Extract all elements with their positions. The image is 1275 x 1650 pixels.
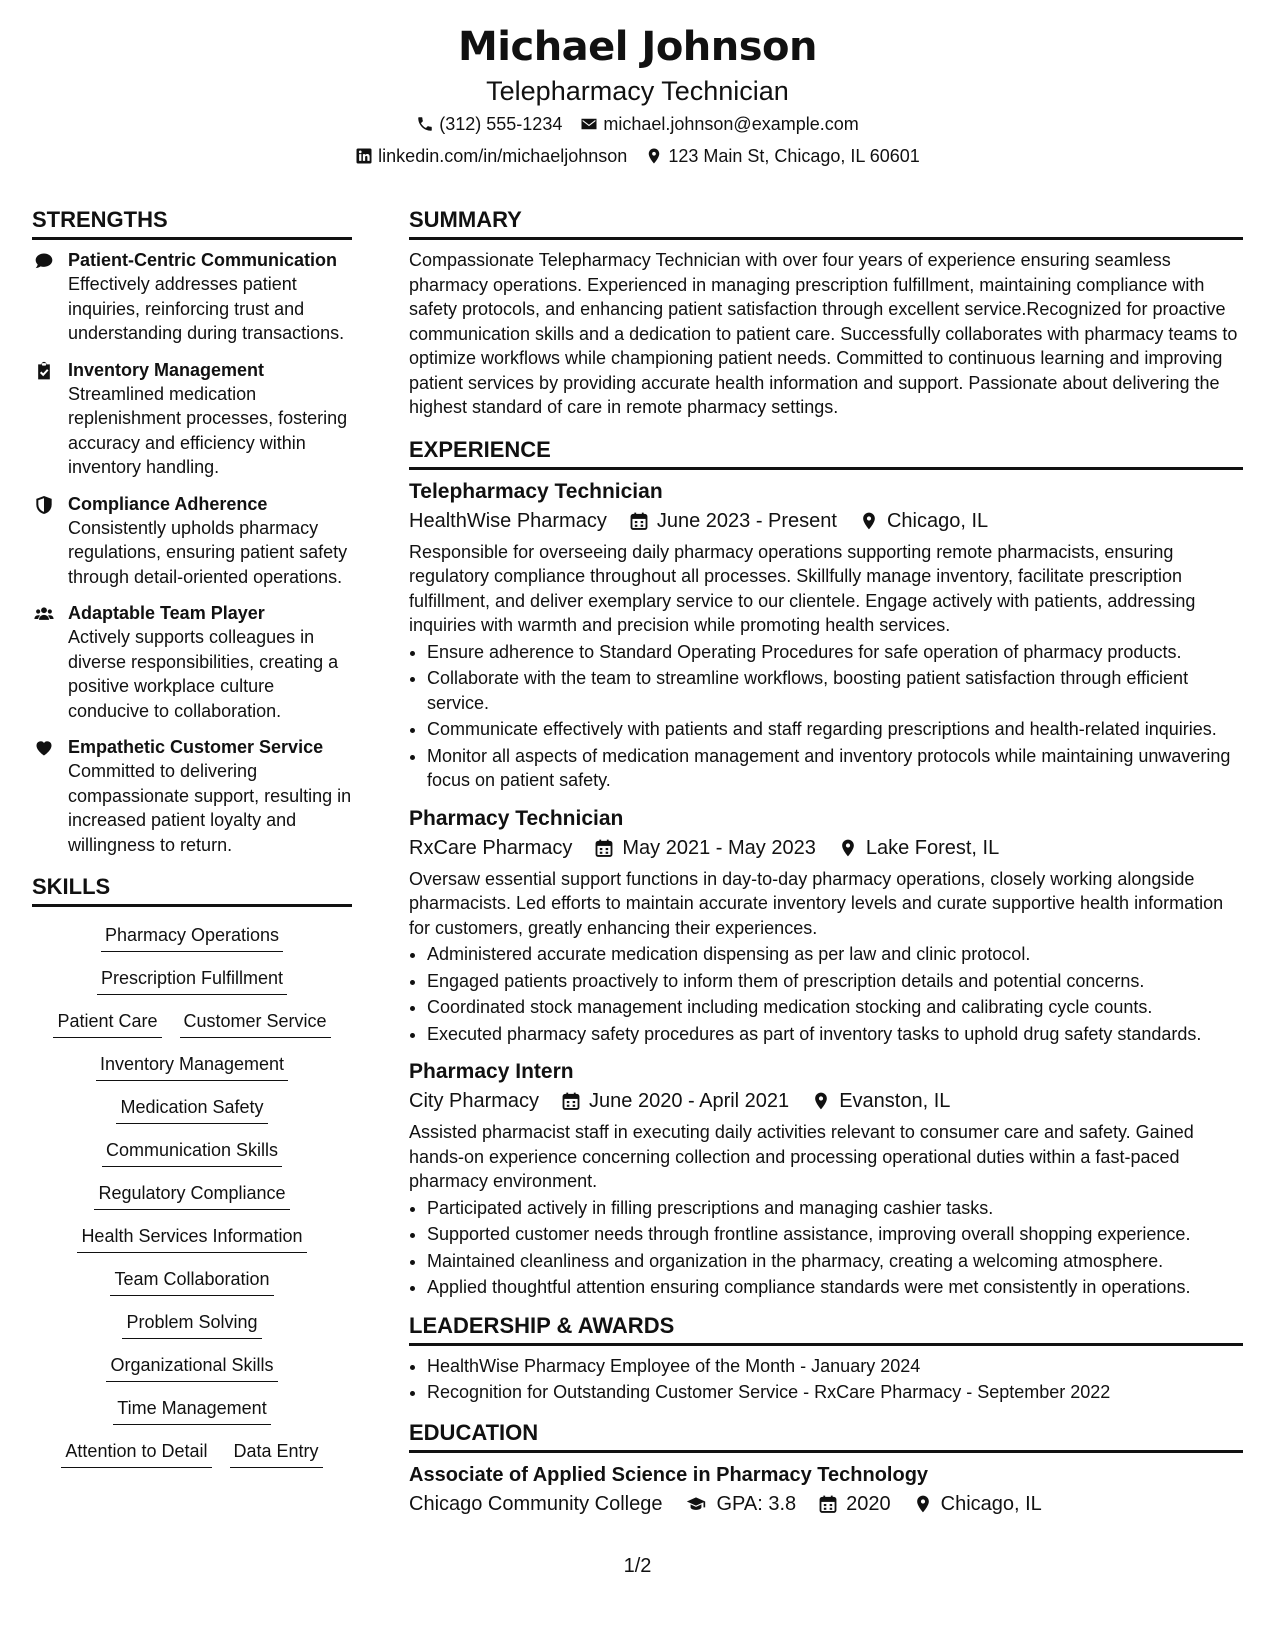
shield-icon [32,492,56,590]
job-meta [409,1086,1243,1116]
contact-row-1 [0,108,1275,140]
map-marker-icon [838,838,858,858]
strength-title: Adaptable Team Player [68,603,265,623]
map-marker-icon [913,1494,933,1514]
strength-desc: Actively supports colleagues in diverse responsibilities, creating a positive workplace culture conducive to collaboration. [68,627,339,721]
linkedin-text[interactable]: linkedin.com/in/michaeljohnson [378,146,628,166]
job-description: Oversaw essential support functions in day-to-day pharmacy operations, closely working alongside pharmacists. Led efforts to maintain accurate inventory levels and curate supportive health information for customers, greatly enhancing their experiences. [409,868,1224,938]
strength-item [32,358,352,480]
skill-tag: Time Management [113,1396,270,1425]
job-company: HealthWise Pharmacy [409,509,607,532]
envelope-icon [580,115,598,133]
job-company: City Pharmacy [409,1090,540,1112]
job-description: Responsible for overseeing daily pharmacy operations supporting remote pharmacists, ensuring regulatory compliance throughout all processes. Skillfully manage inventory, facilitate prescription fulfillment, and deliver exemplary service to our clientele. Engage actively with patients, addressing inquiries with warmth and precision while promoting health services. [409,541,1196,635]
list-item: • HealthWise Pharmacy Employee of the Month - January 2024 [427,1354,1243,1379]
strength-item [32,601,352,723]
strength-item [32,492,352,590]
list-item: • Executed pharmacy safety procedures as part of inventory tasks to uphold drug safety standards. [427,1022,1243,1047]
skill-tag: Organizational Skills [106,1353,277,1382]
list-item: • Applied thoughtful attention ensuring compliance standards were met consistently in operations. [427,1275,1243,1300]
education-year: 2020 [846,1492,891,1515]
education-school: Chicago Community College [409,1492,663,1515]
strength-item [32,248,352,346]
graduation-cap-icon [684,1494,708,1514]
job-bullets [409,640,1243,793]
address-contact [645,140,920,172]
strength-desc: Committed to delivering compassionate support, resulting in increased patient loyalty and willingness to return. [68,761,352,855]
skill-tag: Health Services Information [77,1224,306,1253]
job-bullets [409,942,1243,1046]
job-meta [409,506,1243,536]
education-gpa: GPA: 3.8 [716,1492,797,1515]
education-meta [409,1489,1243,1519]
list-item: • Recognition for Outstanding Customer Service - RxCare Pharmacy - September 2022 [427,1380,1243,1405]
phone-text: (312) 555-1234 [439,114,563,134]
calendar-icon [594,838,614,858]
job-dates: June 2023 - Present [656,509,837,532]
skill-tag: Attention to Detail [61,1439,211,1468]
strength-title: Compliance Adherence [68,493,268,514]
list-item: • Coordinated stock management including medication stocking and calibrating cycle counts. [427,995,1243,1020]
list-item: • Communicate effectively with patients and staff regarding prescriptions and health-related inquiries. [427,717,1243,742]
experience-heading: EXPERIENCE [409,436,1243,470]
phone-icon [416,115,434,133]
strength-title: Empathetic Customer Service [68,737,324,757]
education-degree: Associate of Applied Science in Pharmacy Technology [409,1463,929,1486]
contact-row-2 [0,140,1275,172]
page-number: 1/2 [623,1555,652,1577]
strength-desc: Effectively addresses patient inquiries, reinforcing trust and understanding during transactions. [68,274,345,343]
email-text[interactable]: michael.johnson@example.com [603,114,859,134]
skill-tag: Inventory Management [96,1052,288,1081]
heart-icon [32,735,56,857]
list-item: • Supported customer needs through frontline assistance, improving overall shopping experience. [427,1222,1243,1247]
strength-title: Inventory Management [68,359,265,380]
job-bullets [409,1196,1243,1300]
calendar-icon [561,1091,581,1111]
calendar-icon [629,511,649,531]
left-column [32,206,352,1468]
candidate-title: Telepharmacy Technician [486,76,789,106]
leadership-heading: LEADERSHIP & AWARDS [409,1312,1243,1346]
skills-list [32,915,352,1468]
job-description: Assisted pharmacist staff in executing daily activities relevant to consumer care and safety. Gained hands-on experience concerning collection and processing operational duties within a fast-paced pharmacy environment. [409,1122,1194,1191]
candidate-name: Michael Johnson [457,24,818,70]
strength-desc: Consistently upholds pharmacy regulations, ensuring patient safety through detail-oriented operations. [68,517,348,587]
job-location: Evanston, IL [839,1090,951,1112]
job-meta [409,833,1243,863]
skills-heading: SKILLS [32,873,352,907]
skill-tag: Regulatory Compliance [94,1181,289,1210]
strength-desc: Streamlined medication replenishment processes, fostering accuracy and efficiency within inventory handling. [68,383,348,477]
list-item: • Participated actively in filling prescriptions and managing cashier tasks. [427,1196,1243,1221]
skill-tag: Pharmacy Operations [101,923,283,952]
linkedin-icon [355,147,373,165]
job-location: Lake Forest, IL [865,836,1000,859]
job-entry [409,1058,1243,1300]
address-text: 123 Main St, Chicago, IL 60601 [668,146,920,166]
job-title: Pharmacy Technician [409,806,624,830]
map-marker-icon [645,147,663,165]
skill-tag: Communication Skills [102,1138,282,1167]
resume-header [0,0,1275,172]
job-entry [409,805,1243,1047]
skill-tag: Prescription Fulfillment [97,966,287,995]
skill-tag: Team Collaboration [110,1267,273,1296]
email-contact[interactable] [580,108,858,140]
job-entry [409,478,1243,793]
summary-text: Compassionate Telepharmacy Technician with over four years of experience ensuring seamless pharmacy operations. Experienced in managing prescription fulfillment, maintaining compliance with safety protocols, and enhancing patient satisfaction through excellent service.Recognized for proactive communication skills and a dedication to patient care. Successfully collaborates with pharmacy teams to optimize workflows while championing patient needs. Committed to continuous learning and improving patient services by providing accurate health information and support. Passionate about delivering the highest standard of care in remote pharmacy settings. [409,250,1238,417]
skill-tag: Customer Service [180,1009,331,1038]
education-location: Chicago, IL [940,1492,1042,1515]
skill-tag: Patient Care [53,1009,161,1038]
job-dates: June 2020 - April 2021 [589,1090,790,1112]
linkedin-contact[interactable] [355,140,627,172]
calendar-icon [818,1494,838,1514]
strengths-heading: STRENGTHS [32,206,352,240]
leadership-list [409,1354,1243,1405]
map-marker-icon [811,1091,831,1111]
list-item: • Maintained cleanliness and organization in the pharmacy, creating a welcoming atmosphere. [427,1249,1243,1274]
job-dates: May 2021 - May 2023 [622,836,816,859]
strength-item [32,735,352,857]
map-marker-icon [859,511,879,531]
strength-title: Patient-Centric Communication [68,250,338,270]
skill-tag: Data Entry [230,1439,323,1468]
comment-icon [32,248,56,346]
list-item: • Administered accurate medication dispensing as per law and clinic protocol. [427,942,1243,967]
clipboard-check-icon [32,358,56,480]
right-column [409,206,1243,1523]
list-item: • Collaborate with the team to streamline workflows, boosting patient satisfaction through efficient service. [427,666,1243,715]
list-item: • Ensure adherence to Standard Operating Procedures for safe operation of pharmacy products. [427,640,1243,665]
job-location: Chicago, IL [886,509,989,532]
list-item: • Engaged patients proactively to inform them of prescription details and potential concerns. [427,969,1243,994]
skill-tag: Medication Safety [116,1095,267,1124]
users-icon [32,601,56,723]
job-title: Pharmacy Intern [409,1060,574,1083]
job-title: Telepharmacy Technician [409,479,663,503]
education-heading: EDUCATION [409,1419,1243,1453]
phone-contact [416,108,562,140]
job-company: RxCare Pharmacy [409,836,573,859]
list-item: • Monitor all aspects of medication management and inventory protocols while maintaining unwavering focus on patient safety. [427,744,1243,793]
summary-heading: SUMMARY [409,206,1243,240]
skill-tag: Problem Solving [122,1310,261,1339]
